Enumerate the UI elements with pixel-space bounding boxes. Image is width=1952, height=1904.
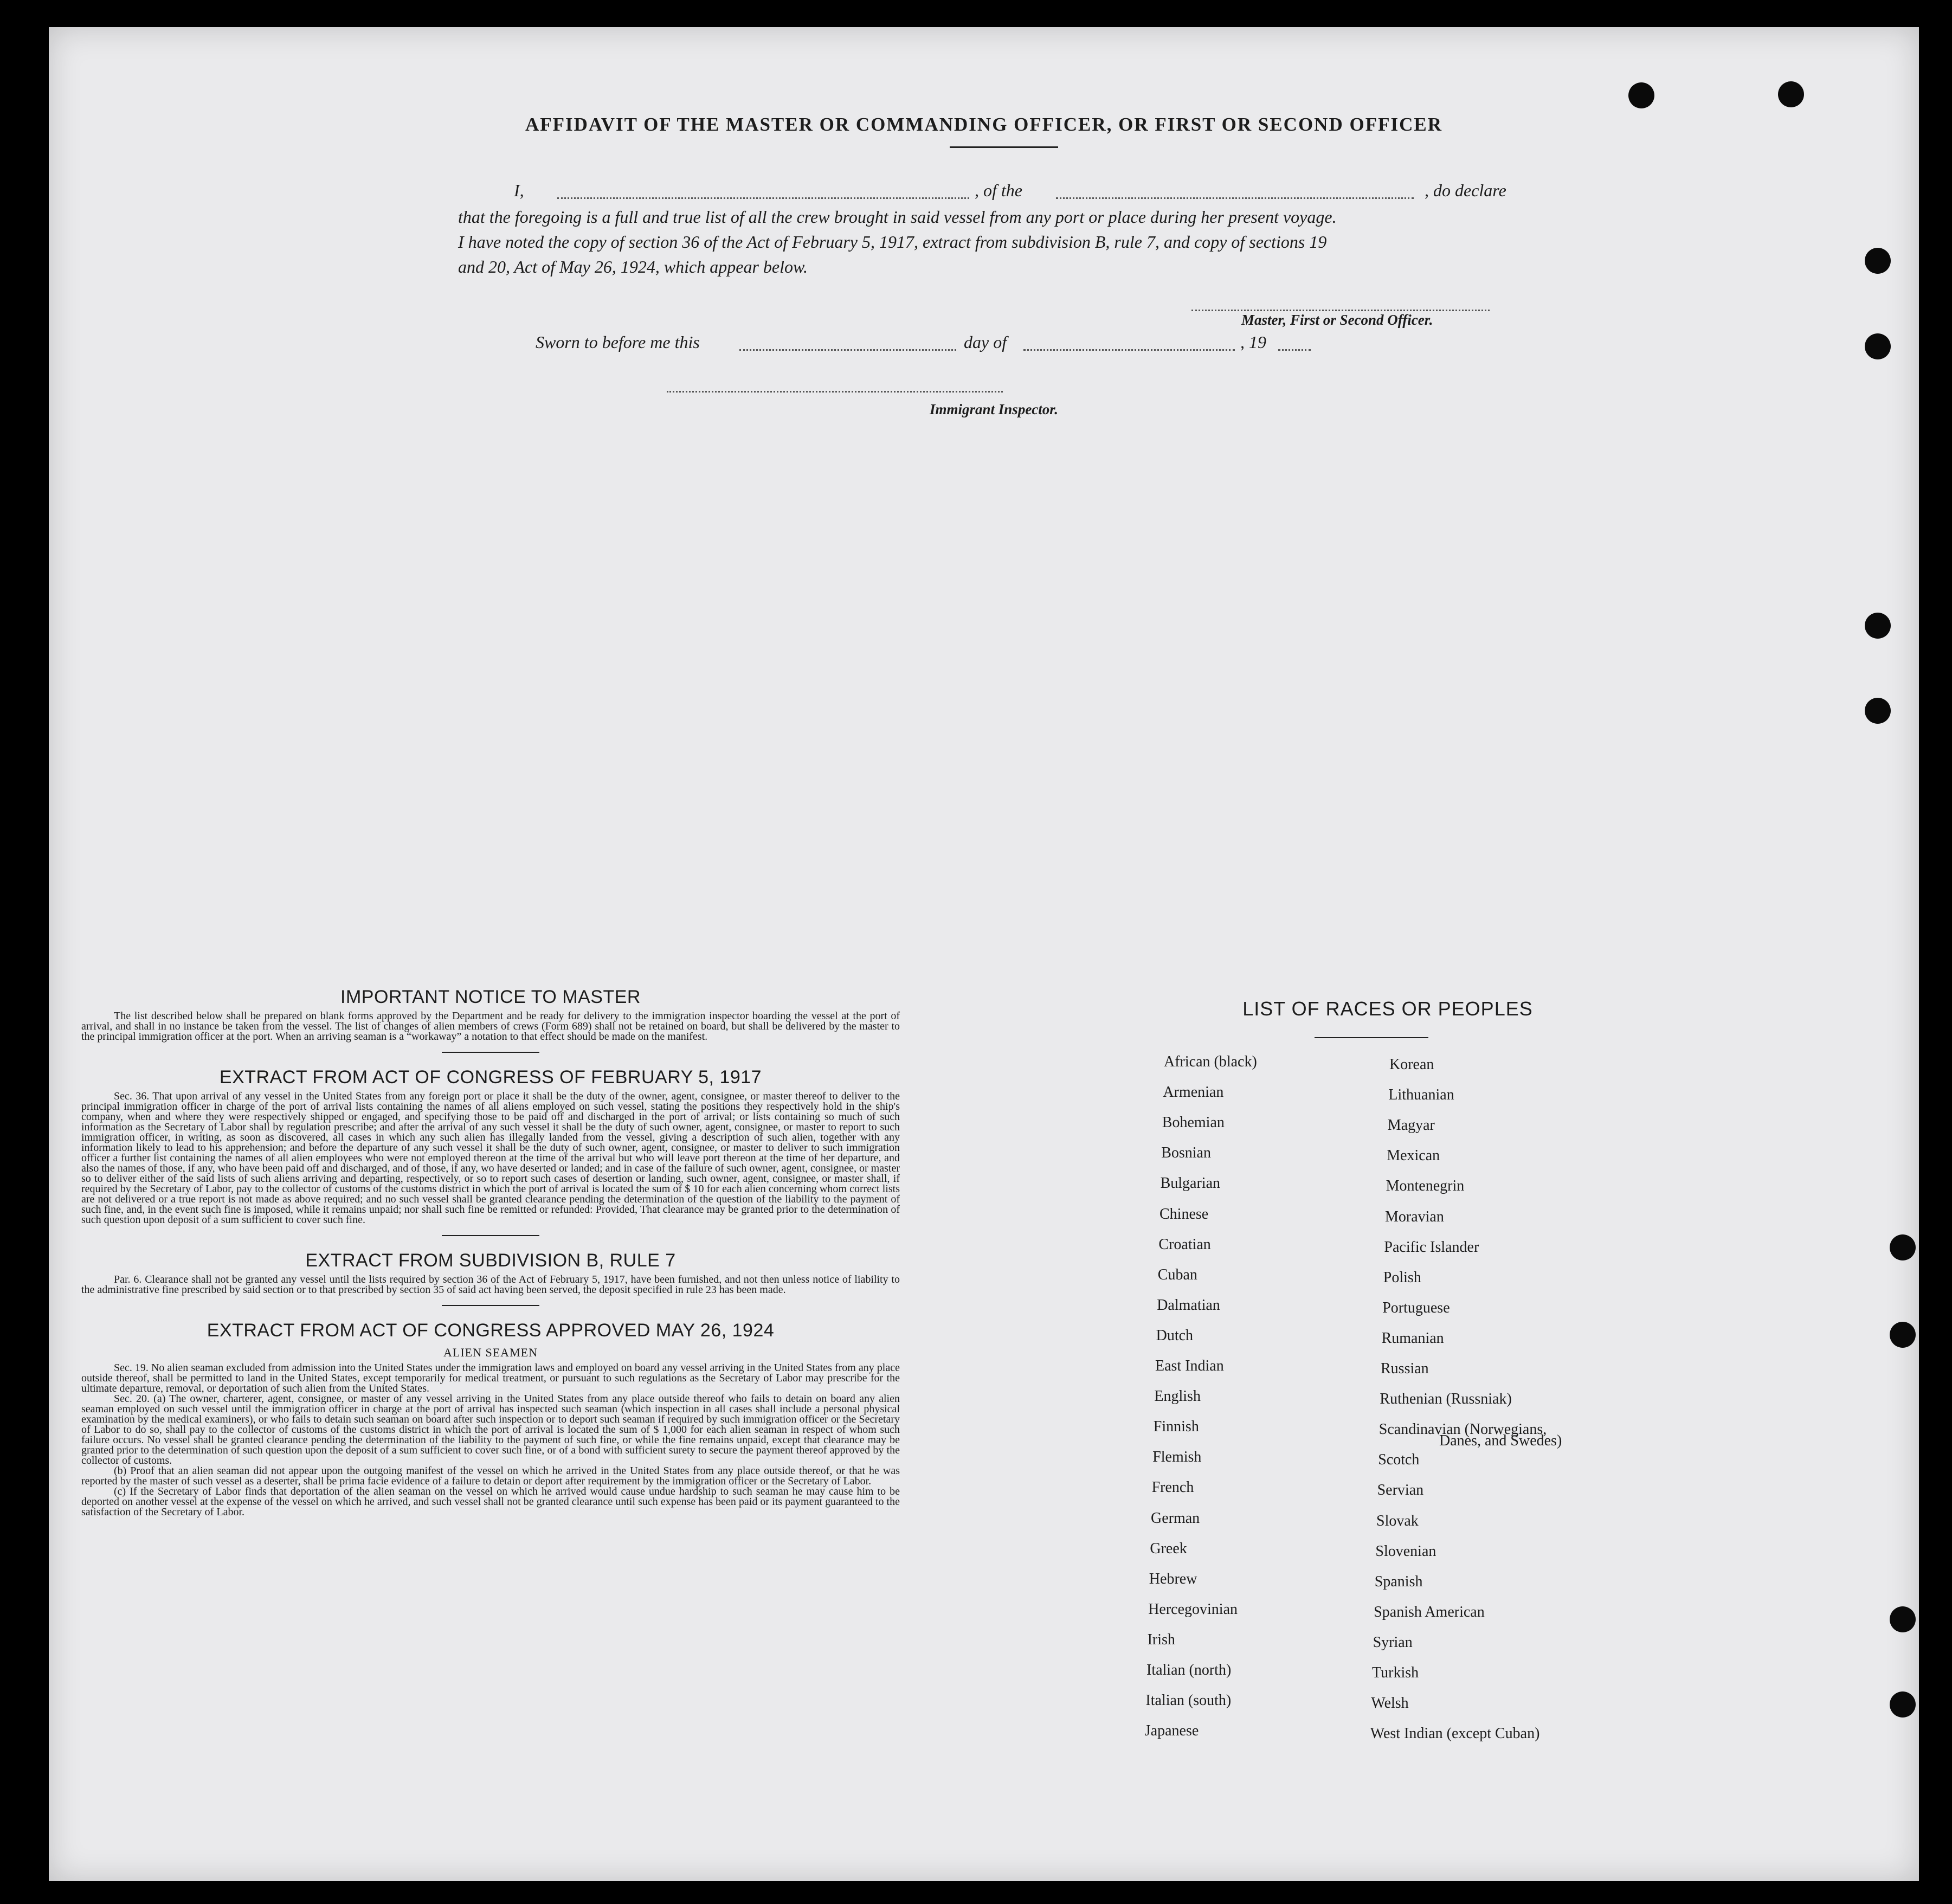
race-item: Hebrew: [1149, 1570, 1197, 1587]
title-underline: [950, 146, 1058, 148]
race-item: Hercegovinian: [1148, 1600, 1238, 1618]
inspector-label: Immigrant Inspector.: [930, 401, 1059, 417]
race-item: Montenegrin: [1386, 1178, 1465, 1195]
race-item: Armenian: [1163, 1084, 1224, 1101]
of-the-text: , of the: [975, 181, 1022, 200]
race-item: Slovak: [1376, 1512, 1419, 1529]
sworn-year-field[interactable]: [1278, 349, 1311, 351]
race-item: Russian: [1381, 1360, 1429, 1377]
race-item: Moravian: [1385, 1208, 1444, 1225]
race-item: Finnish: [1153, 1418, 1199, 1436]
race-item: Spanish American: [1374, 1603, 1485, 1620]
punch-hole: [1890, 1606, 1916, 1632]
master-signature-field[interactable]: [1191, 309, 1490, 311]
sec-20c-body: (c) If the Secretary of Labor finds that deportation of the alien seaman on the vessel on which he arrived would cause undue hardship to such seaman he may cause him to be deported on another vessel at the expense of the vessel on which he arrived, and such vessel shall not be granted clearance until such expense has been paid or its payment guaranteed to the satisfaction of the Secretary of Labor.: [81, 1485, 900, 1518]
inspector-signature-field[interactable]: [667, 390, 1003, 393]
sec-19-body: Sec. 19. No alien seaman excluded from admission into the United States under the immigration laws and employed on board any vessel arriving in the United States from any place outside thereof, shall be permitted to land in the United States, except temporarily for medical treatment, or pursuant to such regulations as the Secretary of Labor may prescribe for the ultimate departure, removal, or deportation of such alien from the United States.: [81, 1362, 900, 1394]
race-item: Croatian: [1158, 1236, 1211, 1253]
divider: [442, 1235, 539, 1236]
declarant-name-field[interactable]: [557, 197, 969, 199]
punch-hole: [1890, 1691, 1916, 1718]
year-prefix: , 19: [1240, 332, 1266, 352]
do-declare-text: , do declare: [1425, 181, 1506, 200]
race-item: Welsh: [1371, 1695, 1409, 1712]
race-item: German: [1151, 1509, 1200, 1527]
divider: [442, 1052, 539, 1053]
notice-body: The list described below shall be prepared on blank forms approved by the Department and be ready for delivery to the immigration inspector boarding the vessel at the port of arrival, and shall in no instance be taken from the vessel. The list of changes of alien members of crews (Form 689) shall not be retained on board, but shall be delivered by the master to the principal immigration officer at the port. When an arriving seaman is a “workaway” a notation to that effect should be made on the manifest.: [81, 1010, 900, 1043]
sworn-day-field[interactable]: [739, 349, 956, 351]
vessel-name-field[interactable]: [1056, 197, 1414, 199]
race-item: Polish: [1383, 1269, 1421, 1286]
race-item: Dutch: [1156, 1327, 1194, 1344]
race-item: Greek: [1150, 1540, 1187, 1557]
race-item: Cuban: [1157, 1266, 1197, 1283]
race-item: Ruthenian (Russniak): [1380, 1391, 1512, 1408]
race-item: Portuguese: [1382, 1299, 1450, 1316]
race-item: Lithuanian: [1388, 1086, 1454, 1104]
sworn-text: Sworn to before me this: [536, 332, 700, 352]
extract-1917-title: EXTRACT FROM ACT OF CONGRESS OF FEBRUARY 5, 1917: [219, 1067, 762, 1088]
punch-hole: [1890, 1234, 1916, 1260]
rule-7-title: EXTRACT FROM SUBDIVISION B, RULE 7: [305, 1250, 676, 1271]
affidavit-line-4: and 20, Act of May 26, 1924, which appear below.: [458, 257, 808, 276]
race-item: Spanish: [1374, 1573, 1423, 1590]
race-item: Italian (south): [1145, 1692, 1232, 1709]
punch-hole: [1865, 333, 1891, 359]
race-item: Bulgarian: [1160, 1175, 1221, 1192]
race-item: East Indian: [1155, 1358, 1224, 1374]
affidavit-line-3: I have noted the copy of section 36 of the Act of February 5, 1917, extract from subdivision B, rule 7, and copy of sections 19: [458, 232, 1327, 252]
race-item: Bohemian: [1162, 1114, 1225, 1131]
sec-20b-body: (b) Proof that an alien seaman did not appear upon the outgoing manifest of the vessel on which he arrived in the United States from any place outside thereof, or that he was reported by the master of such vessel as a deserter, shall be prima facie evidence of a failure to detain or deport after requirement by the immigration officer or the Secretary of Labor.: [81, 1465, 900, 1487]
races-underline: [1315, 1037, 1428, 1038]
race-item: Danes, and Swedes): [1439, 1432, 1562, 1450]
punch-hole: [1865, 698, 1891, 724]
declarant-prefix: I,: [514, 181, 524, 200]
race-item: Irish: [1147, 1631, 1175, 1648]
divider: [442, 1305, 539, 1306]
race-item: Syrian: [1373, 1633, 1413, 1651]
race-item: Japanese: [1144, 1722, 1199, 1740]
race-item: Servian: [1377, 1482, 1424, 1499]
extract-1924-title: EXTRACT FROM ACT OF CONGRESS APPROVED MAY 26, 1924: [207, 1320, 775, 1341]
race-item: Dalmatian: [1157, 1296, 1220, 1314]
race-item: Magyar: [1387, 1117, 1435, 1134]
race-item: Turkish: [1372, 1664, 1419, 1681]
alien-seamen-subtitle: ALIEN SEAMEN: [443, 1346, 538, 1359]
race-item: Scandinavian (Norwegians,: [1378, 1421, 1547, 1438]
races-title: LIST OF RACES OR PEOPLES: [1242, 998, 1533, 1020]
race-item: Rumanian: [1381, 1329, 1444, 1347]
punch-hole: [1778, 81, 1804, 107]
race-item: Flemish: [1152, 1449, 1202, 1466]
notice-title: IMPORTANT NOTICE TO MASTER: [340, 987, 641, 1007]
race-item: Slovenian: [1375, 1542, 1436, 1560]
race-item: Pacific Islander: [1384, 1238, 1479, 1256]
day-of-text: day of: [964, 332, 1007, 352]
race-item: Chinese: [1159, 1205, 1209, 1223]
sec-20a-body: Sec. 20. (a) The owner, charterer, agent, consignee, or master of any vessel arriving in the United States from any place outside thereof who fails to detain on board any alien seaman employed on such vessel until the immigration officer in charge at the port of arrival has inspected such seaman (which inspection in all cases shall include a personal physical examination by the medical examiners), or who fails to detain such seaman on board after such inspection or to deport such seaman if required by such immigration officer or the Secretary of Labor to do so, shall pay to the collector of customs of the customs district in which the port of arrival is located the sum of $ 1,000 for each alien seaman in respect of whom such failure occurs. No vessel shall be granted clearance pending the determination of the liability to the payment of such fine, or while the fine remains unpaid, except that clearance may be granted prior to the determination of such question upon the deposit of a sum sufficient to cover such fine, or of a bond with sufficient surety to secure the payment thereof approved by the collector of customs.: [81, 1393, 900, 1466]
punch-hole: [1628, 82, 1654, 108]
race-item: West Indian (except Cuban): [1370, 1725, 1540, 1742]
sworn-month-field[interactable]: [1023, 349, 1235, 351]
race-item: Scotch: [1378, 1451, 1420, 1469]
rule-7-body: Par. 6. Clearance shall not be granted any vessel until the lists required by section 36 of the Act of February 5, 1917, have been furnished, and not then unless notice of liability to the administrative fine prescribed by said section or to that prescribed by section 35 of said act having been served, the deposit specified in rule 23 has been made.: [81, 1273, 900, 1296]
race-item: Mexican: [1387, 1147, 1440, 1165]
race-item: French: [1151, 1479, 1194, 1496]
punch-hole: [1865, 248, 1891, 274]
race-item: African (black): [1164, 1053, 1257, 1070]
race-item: Korean: [1389, 1056, 1434, 1073]
form-page: [49, 27, 1919, 1881]
extract-1917-body: Sec. 36. That upon arrival of any vessel in the United States from any foreign port or place it shall be the duty of the owner, agent, consignee, or master thereof to deliver to the principal immigration officer in charge of the port of arrival lists containing the names of all aliens employed on such vessel, stating the positions they respectively hold in the ship's company, when and where they were respectively shipped or engaged, and specifying those to be paid off and discharged in the port of arrival; or lists containing so much of such information as the Secretary of Labor shall by regulation prescribe; and after the arrival of any such vessel it shall be the duty of such owner, agent, consignee, or master to report to such immigration officer, in writing, as soon as discovered, all cases in which any such alien has illegally landed from the vessel, giving a description of such alien, together with any information likely to lead to his apprehension; and before the departure of any such vessel it shall be the duty of such owner, agent, consignee, or master to deliver to such immigration officer a further list containing the names of all alien employees who were not employed thereon at the time of the arrival but who will leave port thereon at the time of her departure, and also the names of those, if any, who have been paid off and discharged, and of those, if any, wo have deserted or landed; and in case of the failure of such owner, agent, consignee, or master so to deliver either of the said lists of such aliens arriving and departing, respectively, or so to report such cases of desertion or landing, such owner, agent, consignee, or master shall, if required by the Secretary of Labor, pay to the collector of customs of the customs district in which the port of arrival is located the sum of $ 10 for each alien concerning whom correct lists are not delivered or a true report is not made as above required; and no such vessel shall be granted clearance pending the determination of the question of the liability to the payment of such fine, and, in the event such fine is imposed, while it remains unpaid; nor shall such fine be remitted or refunded: Provided, That clearance may be granted prior to the determination of such question upon deposit of a sum sufficient to cover such fine.: [81, 1090, 900, 1226]
master-signature-label: Master, First or Second Officer.: [1241, 312, 1433, 328]
punch-hole: [1865, 613, 1891, 639]
race-item: English: [1154, 1388, 1201, 1405]
affidavit-line-2: that the foregoing is a full and true list of all the crew brought in said vessel from any port or place during her present voyage.: [458, 207, 1337, 227]
affidavit-title: AFFIDAVIT OF THE MASTER OR COMMANDING OFFICER, OR FIRST OR SECOND OFFICER: [525, 114, 1442, 135]
race-item: Italian (north): [1146, 1662, 1232, 1678]
race-item: Bosnian: [1161, 1144, 1211, 1162]
punch-hole: [1890, 1322, 1916, 1348]
